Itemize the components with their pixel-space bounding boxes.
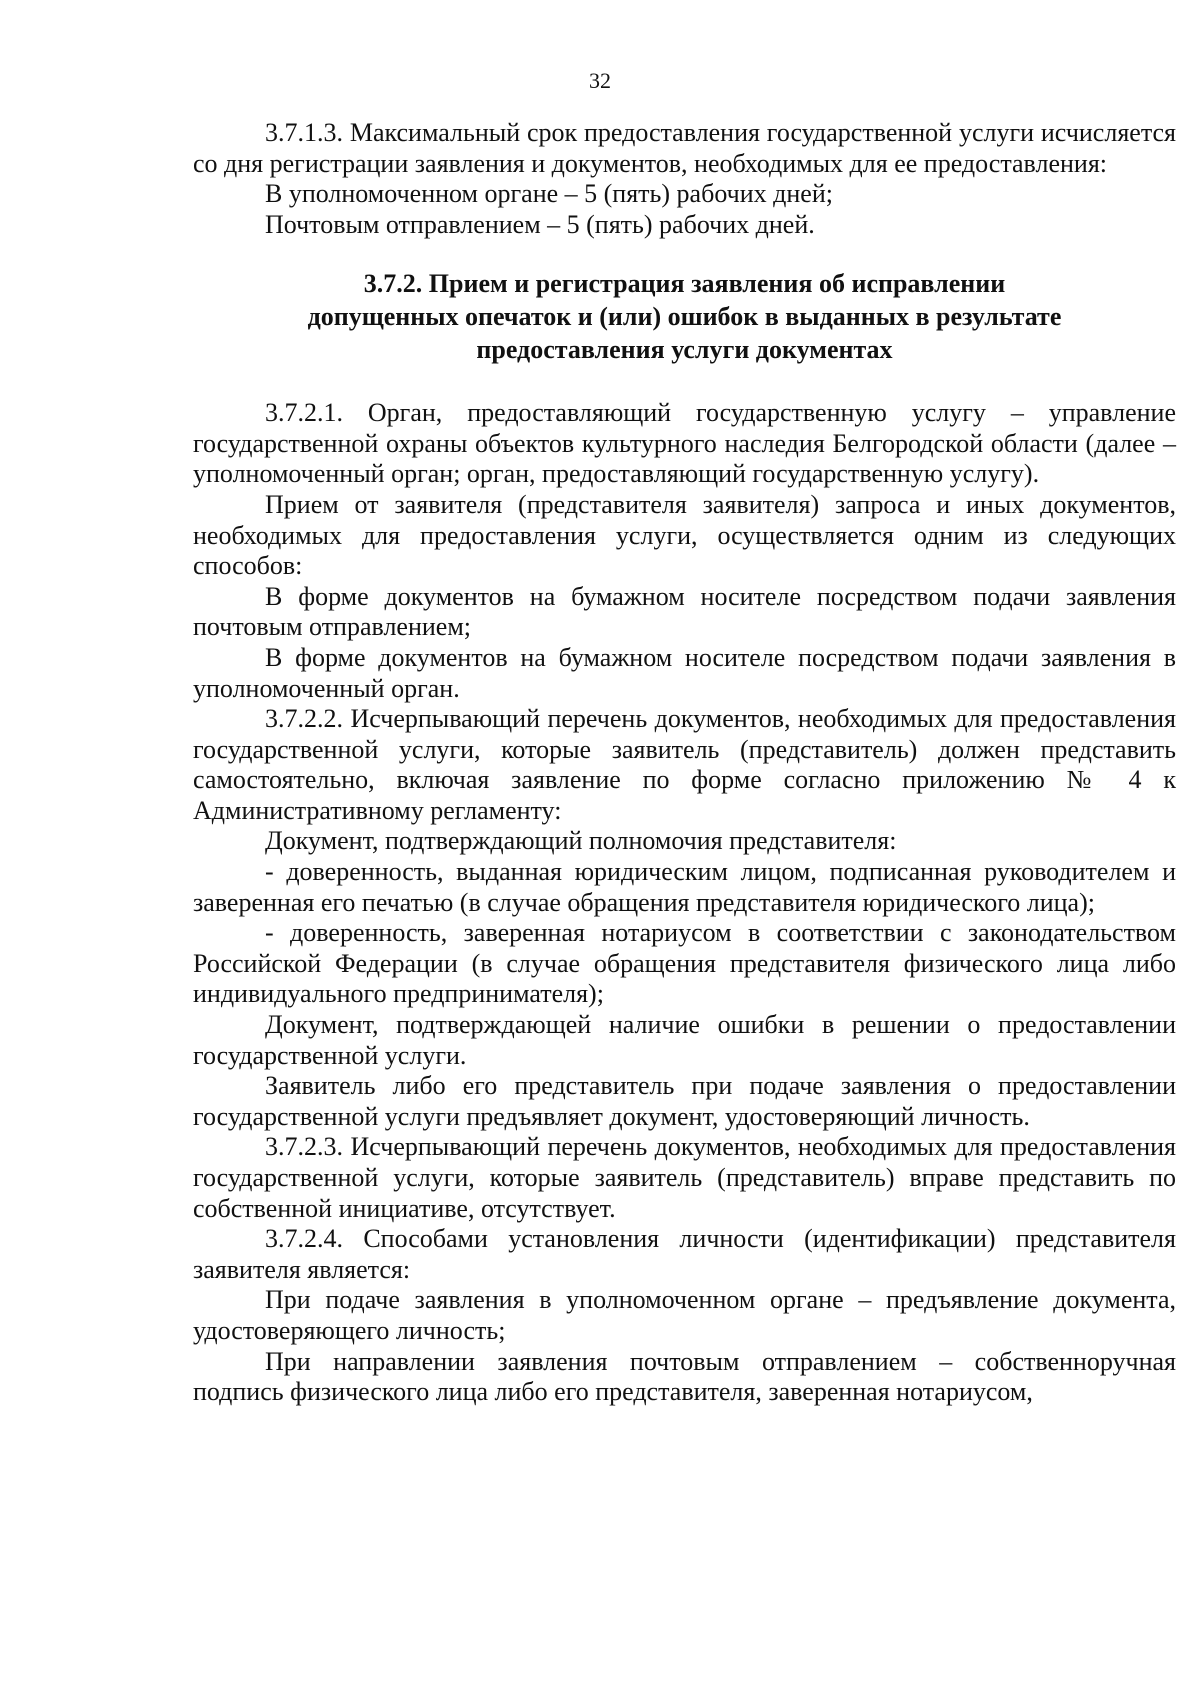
paragraph: Документ, подтверждающий полномочия представителя: (265, 826, 897, 856)
paragraph: Заявитель либо его представитель при подаче заявления о предоставлении государственной услуги предъявляет документ, удостоверяющий личность. (193, 1071, 1176, 1131)
paragraph: 3.7.1.3. Максимальный срок предоставления государственной услуги исчисляется со дня регистрации заявления и документов, необходимых для ее предоставления: (193, 118, 1176, 178)
section-heading-line: 3.7.2. Прием и регистрация заявления об исправлении (363, 269, 1006, 299)
section-heading (193, 268, 1176, 366)
paragraph: В форме документов на бумажном носителе посредством подачи заявления в уполномоченный орган. (193, 642, 1176, 703)
paragraph: Почтовым отправлением – 5 (пять) рабочих дней. (265, 209, 815, 239)
paragraph: В форме документов на бумажном носителе посредством подачи заявления почтовым отправлением; (193, 581, 1176, 642)
paragraph: Прием от заявителя (представителя заявителя) запроса и иных документов, необходимых для предоставления услуги, осуществляется одним из следующих способов: (193, 489, 1176, 581)
paragraph: При направлении заявления почтовым отправлением – собственноручная подпись физического лица либо его представителя, заверенная нотариусом, (193, 1346, 1176, 1407)
page-body (193, 118, 1176, 1408)
paragraph: 3.7.2.2. Исчерпывающий перечень документов, необходимых для предоставления государственной услуги, которые заявитель (представитель) должен представить самостоятельно, включая заявление по форме согласно приложению № 4 к Административному регламенту: (193, 704, 1176, 825)
paragraph: В уполномоченном органе – 5 (пять) рабочих дней; (265, 179, 833, 209)
page-number: 32 (589, 68, 611, 93)
paragraph: 3.7.2.3. Исчерпывающий перечень документов, необходимых для предоставления государственной услуги, которые заявитель (представитель) вправе представить по собственной инициативе, отсутствует. (193, 1132, 1176, 1223)
paragraph: При подаче заявления в уполномоченном органе – предъявление документа, удостоверяющего личность; (193, 1285, 1176, 1345)
paragraph: 3.7.2.4. Способами установления личности (идентификации) представителя заявителя является: (193, 1224, 1176, 1284)
section-heading-line: допущенных опечаток и (или) ошибок в выданных в результате (307, 301, 1062, 331)
list-item: - доверенность, выданная юридическим лицом, подписанная руководителем и заверенная его печатью (в случае обращения представителя юридического лица); (193, 857, 1176, 917)
list-item: - доверенность, заверенная нотариусом в соответствии с законодательством Российской Федерации (в случае обращения представителя физического лица либо индивидуального предпринимателя); (193, 918, 1176, 1009)
paragraph: 3.7.2.1. Орган, предоставляющий государственную услугу – управление государственной охраны объектов культурного наследия Белгородской области (далее – уполномоченный орган; орган, предоставляющий государственную услугу). (193, 398, 1176, 489)
section-heading-line: предоставления услуги документах (476, 334, 893, 364)
paragraph: Документ, подтверждающей наличие ошибки в решении о предоставлении государственной услуги. (193, 1010, 1176, 1070)
